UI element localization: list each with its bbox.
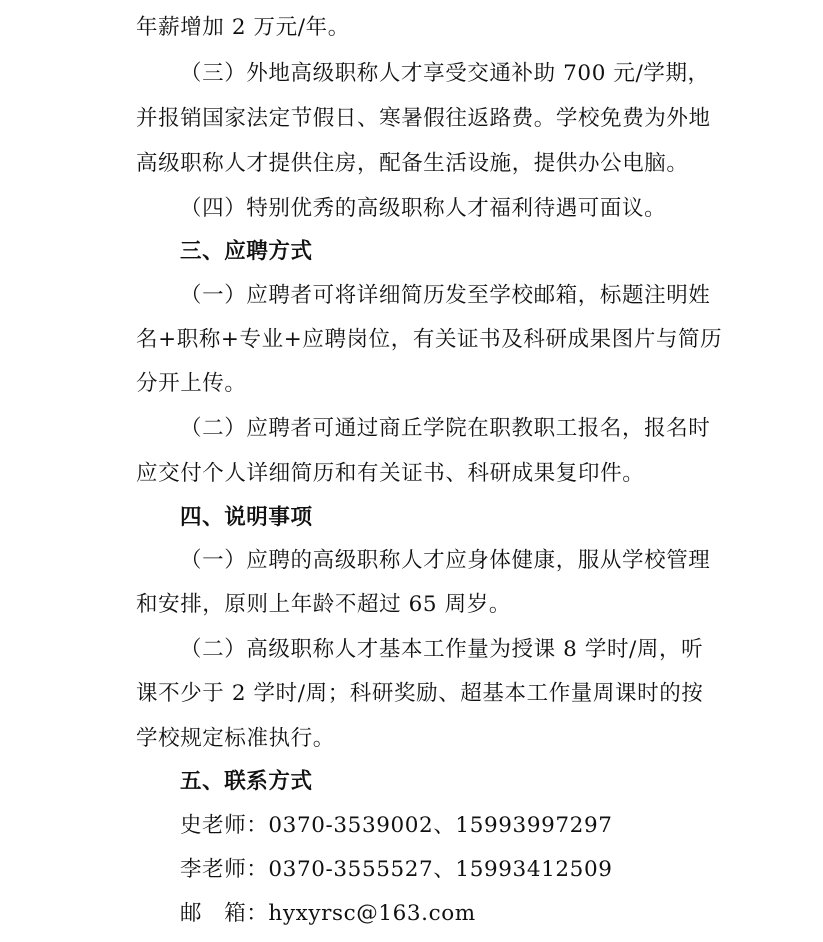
paragraph-line: （四）特别优秀的高级职称人才福利待遇可面议。 (180, 196, 667, 221)
contact-phone-shi: 史老师：0370-3539002、15993997297 (180, 813, 613, 838)
paragraph-line: （一）应聘的高级职称人才应身体健康，服从学校管理 (180, 548, 711, 573)
paragraph-line: 高级职称人才提供住房，配备生活设施，提供办公电脑。 (136, 151, 689, 176)
section-heading-4: 四、说明事项 (180, 505, 313, 530)
paragraph-line: （二）应聘者可通过商丘学院在职教职工报名，报名时 (180, 416, 711, 441)
paragraph-line: （三）外地高级职称人才享受交通补助 700 元/学期， (180, 61, 710, 86)
paragraph-line: 课不少于 2 学时/周；科研奖励、超基本工作量周课时的按 (136, 681, 704, 706)
section-heading-3: 三、应聘方式 (180, 239, 313, 264)
paragraph-line: 学校规定标准执行。 (136, 726, 335, 751)
section-heading-5: 五、联系方式 (180, 769, 313, 794)
paragraph-line: （二）高级职称人才基本工作量为授课 8 学时/周，听 (180, 637, 704, 662)
paragraph-line: 和安排，原则上年龄不超过 65 周岁。 (136, 592, 511, 617)
contact-phone-li: 李老师：0370-3555527、15993412509 (180, 857, 613, 882)
contact-email: 邮 箱：hyxyrsc@163.com (180, 901, 476, 926)
paragraph-line: 并报销国家法定节假日、寒暑假往返路费。学校免费为外地 (136, 106, 711, 131)
paragraph-line: 名+职称+专业+应聘岗位，有关证书及科研成果图片与简历 (136, 327, 723, 352)
paragraph-line: 应交付个人详细简历和有关证书、科研成果复印件。 (136, 461, 645, 486)
paragraph-line: 分开上传。 (136, 371, 247, 396)
paragraph-line: 年薪增加 2 万元/年。 (136, 15, 350, 40)
paragraph-line: （一）应聘者可将详细简历发至学校邮箱，标题注明姓 (180, 283, 711, 308)
